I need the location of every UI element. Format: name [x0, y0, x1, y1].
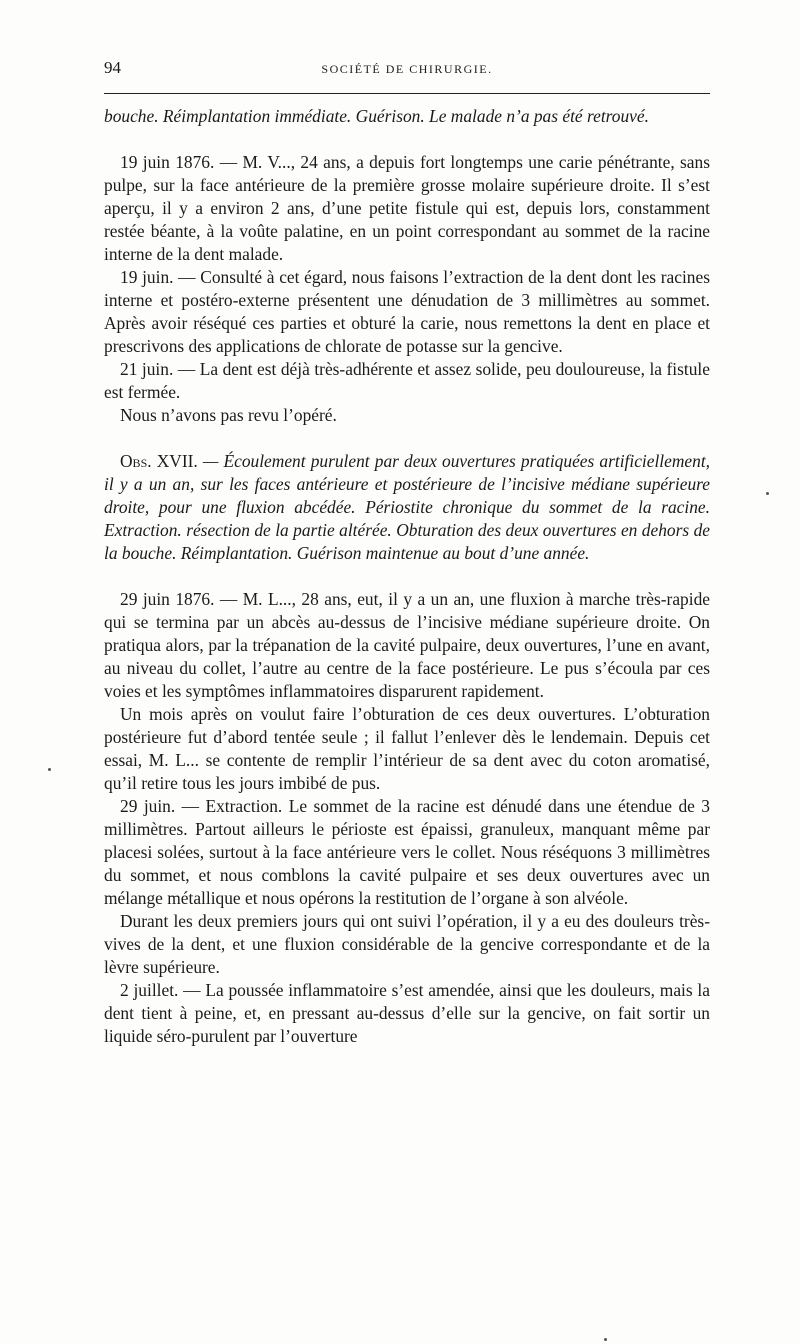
observation-label: Obs. XVII. — [120, 451, 198, 471]
paragraph-case-title-end: bouche. Réimplantation immédiate. Guérison. Le malade n’a pas été retrouvé. — [104, 106, 649, 126]
print-speck — [604, 1338, 607, 1341]
paragraph-case-history: 19 juin 1876. — M. V..., 24 ans, a depuis fort longtemps une carie pénétrante, sans pulpe, sur la face antérieure de la première grosse molaire supérieure droite. Il s’est aperçu, il y a environ 2 ans, d’une petite fistule qui est, depuis lors, constamment restée béante, à la voûte palatine, en un point correspondant au sommet de la racine interne de la dent malade. — [104, 152, 710, 264]
print-speck — [48, 768, 51, 771]
paragraph-july-2: 2 juillet. — La poussée inflammatoire s’est amendée, ainsi que les douleurs, mais la dent tient à peine, et, en pressant au-dessus d’elle sur la gencive, on fait sortir un liquide séro-purulent par l’ouverture — [104, 980, 710, 1046]
paragraph-first-days: Durant les deux premiers jours qui ont suivi l’opération, il y a eu des douleurs très-vives de la dent, et une fluxion considérable de la gencive correspondante et de la lèvre supérieure. — [104, 911, 710, 977]
observation-heading — [104, 450, 710, 565]
body-text — [104, 105, 710, 1048]
paragraph-gap — [104, 128, 710, 151]
paragraph-month-after: Un mois après on voulut faire l’obturation de ces deux ouvertures. L’obturation postérieure fut d’abord tentée seule ; il fallut l’enlever dès le lendemain. Depuis cet essai, M. L... se contente de remplir l’intérieur de sa dent avec du coton aromatisé, qu’il retire tous les jours imbibé de pus. — [104, 704, 710, 793]
page-number: 94 — [104, 58, 121, 77]
paragraph-gap — [104, 565, 710, 588]
paragraph-case-history-2: 29 juin 1876. — M. L..., 28 ans, eut, il y a un an, une fluxion à marche très-rapide qui se termina par un abcès au-dessus de l’incisive médiane supérieure droite. On pratiqua alors, par la trépanation de la cavité pulpaire, deux ouvertures, l’une en avant, au niveau du collet, l’autre au centre de la face postérieure. Le pus s’écoula par ces voies et les symptômes inflammatoires disparurent rapidement. — [104, 589, 710, 701]
paragraph-not-seen: Nous n’avons pas revu l’opéré. — [120, 405, 337, 425]
page-header — [104, 58, 710, 86]
print-speck — [766, 492, 769, 495]
paragraph-june-19: 19 juin. — Consulté à cet égard, nous faisons l’extraction de la dent dont les racines interne et postéro-externe présentent une dénudation de 3 millimètres au sommet. Après avoir réséqué ces parties et obturé la carie, nous remettons la dent en place et prescrivons des applications de chlorate de potasse sur la gencive. — [104, 267, 710, 356]
paragraph-gap — [104, 427, 710, 450]
paragraph-extraction: 29 juin. — Extraction. Le sommet de la racine est dénudé dans une étendue de 3 millimètres. Partout ailleurs le périoste est épaissi, granuleux, manquant même par placesi solées, surtout à la face antérieure vers le collet. Nous réséquons 3 millimètres du sommet, et nous comblons la cavité pulpaire et ses deux ouvertures avec un mélange métallique et nous opérons la restitution de l’organe à son alvéole. — [104, 796, 710, 908]
running-head: SOCIÉTÉ DE CHIRURGIE. — [321, 62, 493, 76]
paragraph-june-21: 21 juin. — La dent est déjà très-adhérente et assez solide, peu douloureuse, la fistule est fermée. — [104, 359, 710, 402]
observation-title: — Écoulement purulent par deux ouvertures pratiquées artificiellement, il y a un an, sur les faces antérieure et postérieure de l’incisive médiane supérieure droite, pour une fluxion abcédée. Périostite chronique du sommet de la racine. Extraction. résection de la partie altérée. Obturation des deux ouvertures en dehors de la bouche. Réimplantation. Guérison maintenue au bout d’une année. — [104, 451, 710, 563]
header-rule — [104, 93, 710, 94]
